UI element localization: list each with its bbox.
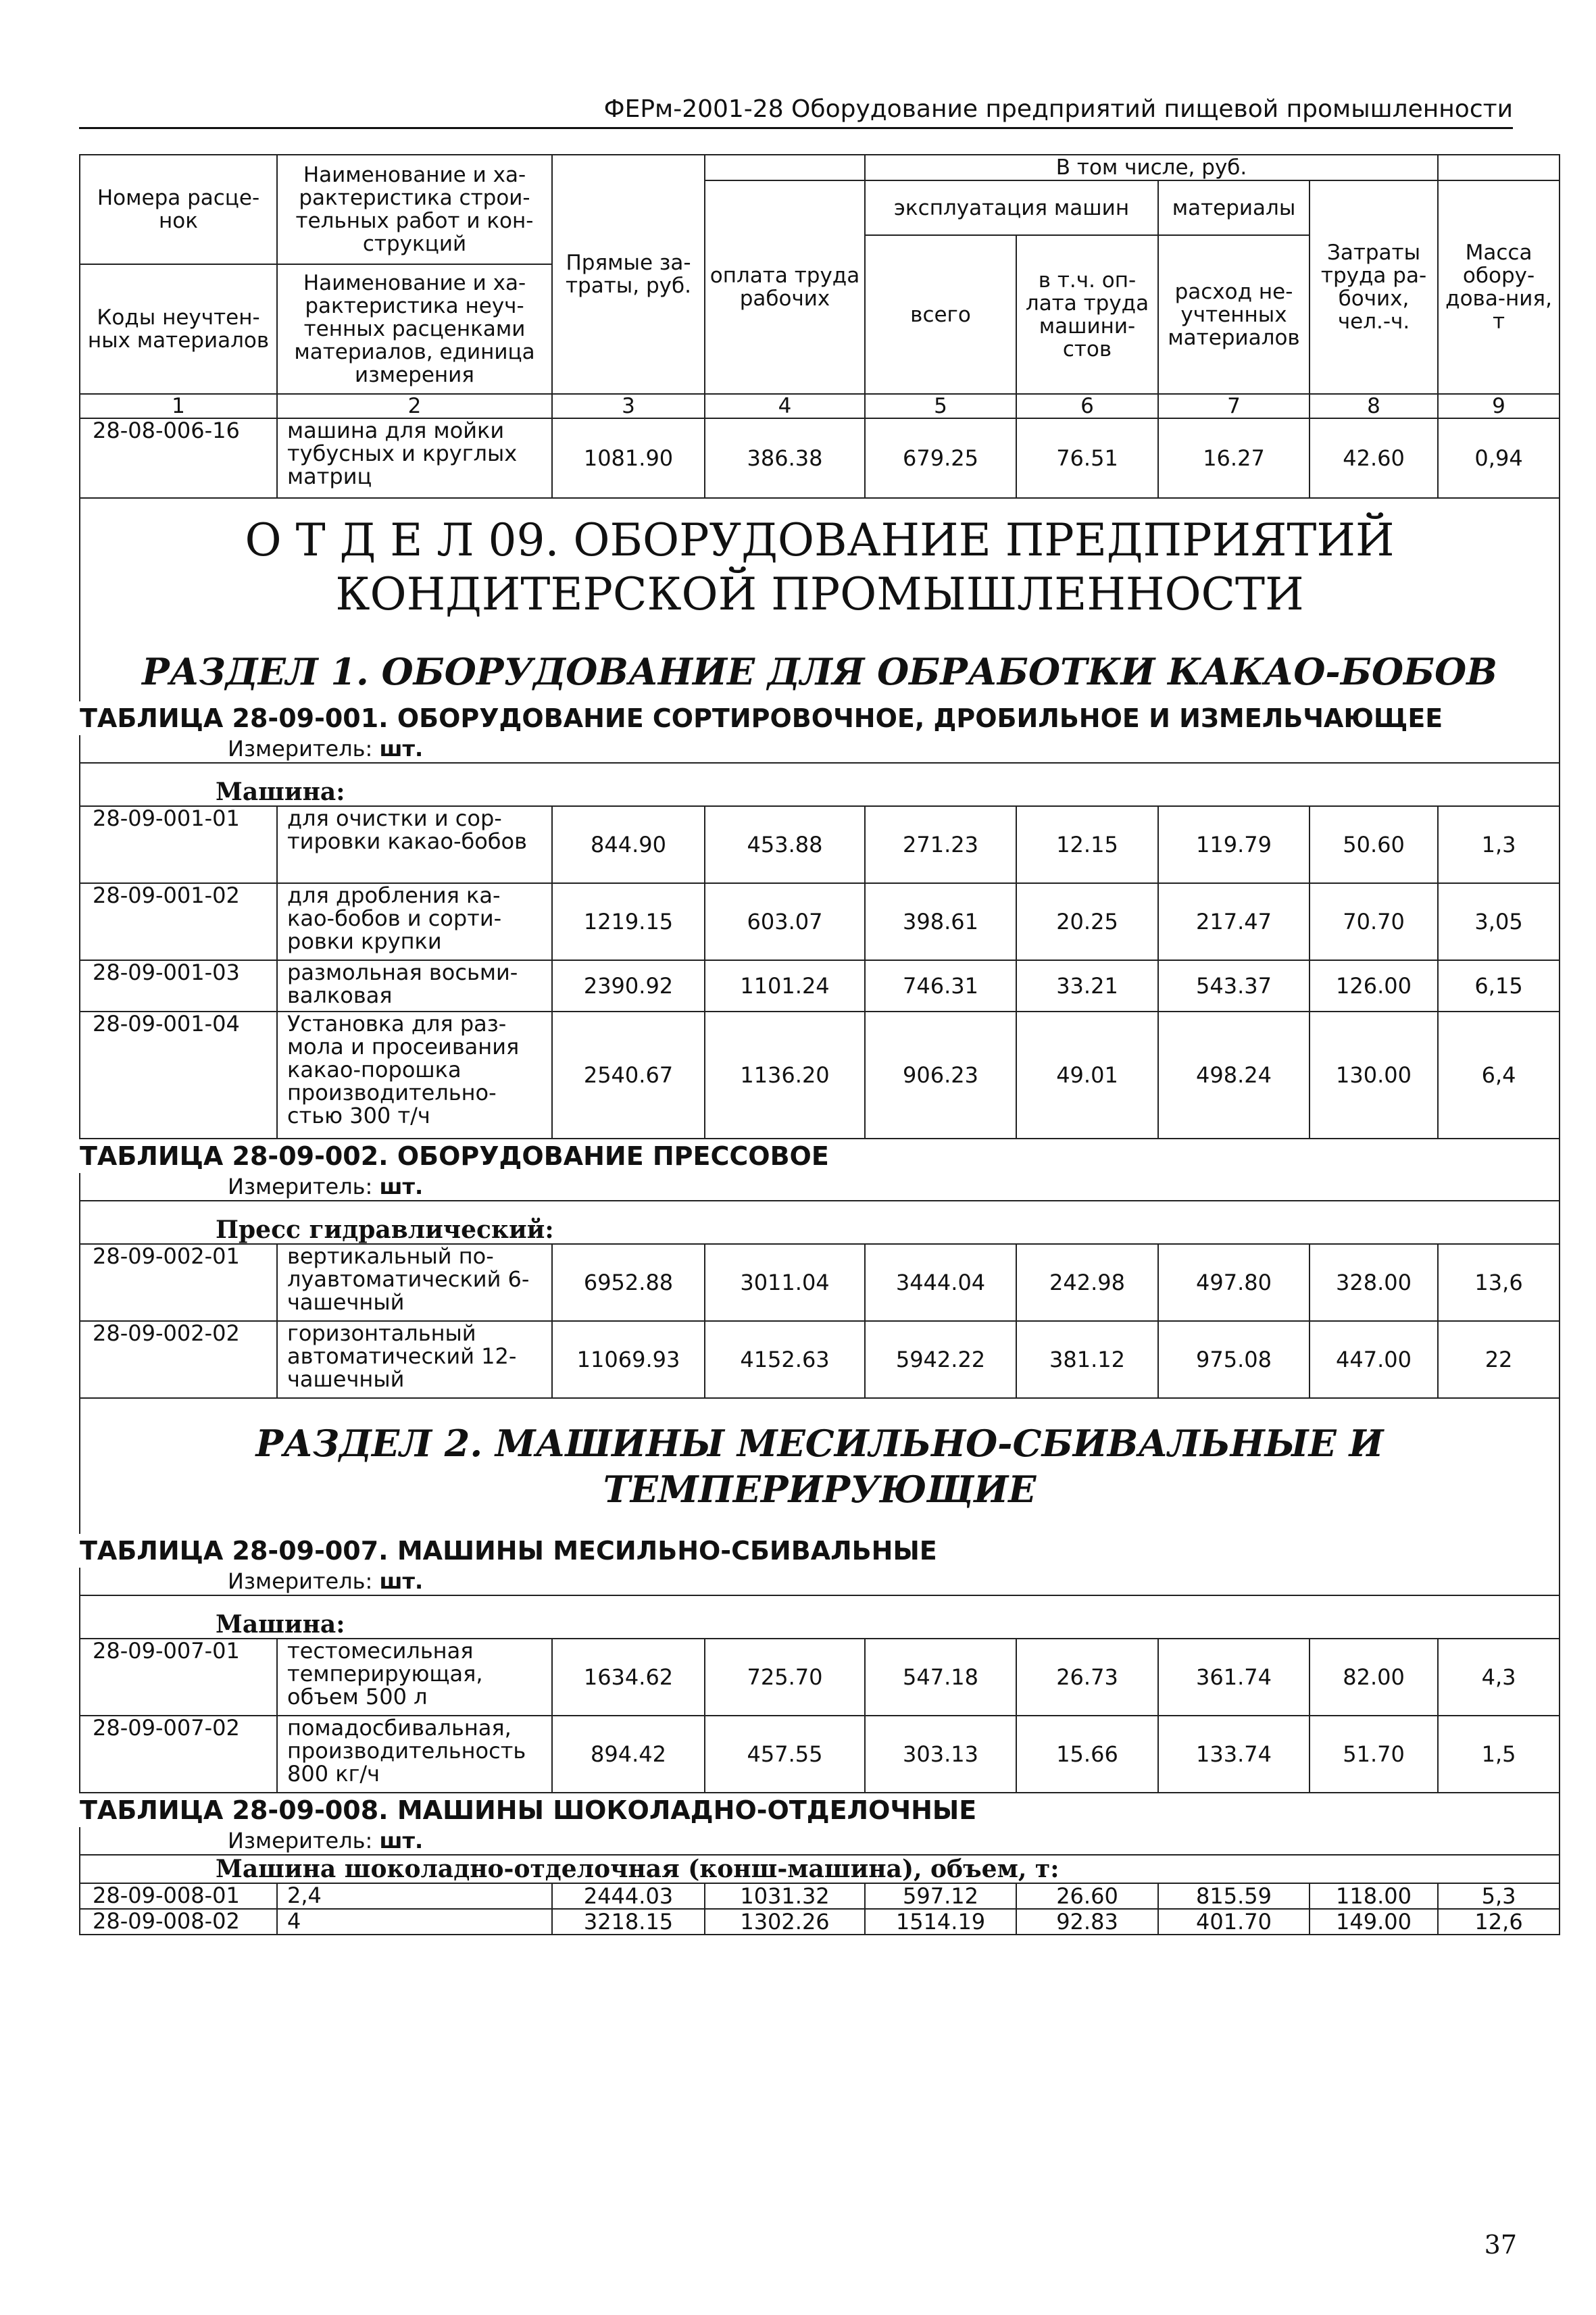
head-rate-numbers: Номера расце-нок — [80, 155, 277, 264]
direct-costs: 1081.90 — [552, 418, 705, 498]
machines-total: 303.13 — [865, 1716, 1016, 1793]
measure-value: шт. — [379, 736, 424, 762]
equipment-mass: 5,3 — [1438, 1883, 1560, 1909]
equipment-mass: 1,5 — [1438, 1716, 1560, 1793]
head-labor-costs: Затраты труда ра-бочих, чел.-ч. — [1310, 180, 1438, 394]
measure-label: Измеритель: — [228, 1828, 373, 1853]
machinist-pay: 26.60 — [1016, 1883, 1158, 1909]
labor-costs: 328.00 — [1310, 1244, 1438, 1321]
head-including: В том числе, руб. — [865, 155, 1438, 180]
head-materials: материалы — [1158, 180, 1310, 235]
table-row — [80, 1883, 1560, 1909]
table-28-09-002 — [80, 1139, 1560, 1398]
machinist-pay: 26.73 — [1016, 1639, 1158, 1716]
direct-costs: 894.42 — [552, 1716, 705, 1793]
group-row — [80, 763, 1560, 806]
column-numbers-row — [80, 394, 1560, 418]
table-28-09-008 — [80, 1793, 1560, 1935]
head-material-name: Наименование и ха-рактеристика неуч-тенных расценками материалов, единица измерения — [277, 264, 552, 394]
machines-total: 746.31 — [865, 960, 1016, 1012]
equipment-mass: 0,94 — [1438, 418, 1560, 498]
equipment-mass: 4,3 — [1438, 1639, 1560, 1716]
measure-unit — [80, 1827, 1560, 1855]
direct-costs: 844.90 — [552, 806, 705, 883]
machinist-pay: 20.25 — [1016, 883, 1158, 960]
materials-cost: 401.70 — [1158, 1909, 1310, 1935]
measure-label: Измеритель: — [228, 1174, 373, 1199]
direct-costs: 2540.67 — [552, 1012, 705, 1139]
rate-code: 28-09-008-02 — [80, 1909, 277, 1935]
head-work-name: Наименование и ха-рактеристика строи-тельных работ и кон-струкций — [277, 155, 552, 264]
column-number: 2 — [277, 394, 552, 418]
rate-name: 4 — [277, 1909, 552, 1935]
table-row — [80, 883, 1560, 960]
group-title: Пресс гидравлический: — [80, 1201, 1560, 1244]
rate-name: горизонтальный автоматический 12-чашечный — [277, 1321, 552, 1398]
measure-row — [80, 735, 1560, 763]
worker-pay: 603.07 — [705, 883, 865, 960]
measure-unit — [80, 1173, 1560, 1201]
rate-name: для очистки и сор-тировки какао-бобов — [277, 806, 552, 883]
measure-value: шт. — [379, 1174, 424, 1199]
rate-code: 28-09-002-01 — [80, 1244, 277, 1321]
rate-code: 28-09-001-01 — [80, 806, 277, 883]
column-number: 8 — [1310, 394, 1438, 418]
machinist-pay: 92.83 — [1016, 1909, 1158, 1935]
machinist-pay: 15.66 — [1016, 1716, 1158, 1793]
rate-code: 28-09-007-02 — [80, 1716, 277, 1793]
worker-pay: 1101.24 — [705, 960, 865, 1012]
measure-label: Измеритель: — [228, 736, 373, 762]
column-number: 7 — [1158, 394, 1310, 418]
table-row — [80, 1321, 1560, 1398]
column-number: 6 — [1016, 394, 1158, 418]
machines-total: 679.25 — [865, 418, 1016, 498]
measure-label: Измеритель: — [228, 1568, 373, 1594]
worker-pay: 1031.32 — [705, 1883, 865, 1909]
machinist-pay: 49.01 — [1016, 1012, 1158, 1139]
materials-cost: 498.24 — [1158, 1012, 1310, 1139]
rate-code: 28-09-008-01 — [80, 1883, 277, 1909]
head-material-codes: Коды неучтен-ных материалов — [80, 264, 277, 394]
labor-costs: 447.00 — [1310, 1321, 1438, 1398]
labor-costs: 82.00 — [1310, 1639, 1438, 1716]
column-number: 1 — [80, 394, 277, 418]
group-title: Машина: — [80, 763, 1560, 806]
worker-pay: 725.70 — [705, 1639, 865, 1716]
materials-cost: 119.79 — [1158, 806, 1310, 883]
table-title: ТАБЛИЦА 28-09-007. МАШИНЫ МЕСИЛЬНО-СБИВАЛЬНЫЕ — [80, 1534, 1560, 1568]
materials-cost: 543.37 — [1158, 960, 1310, 1012]
equipment-mass: 6,4 — [1438, 1012, 1560, 1139]
head-equipment-mass: Масса обору-дова-ния, т — [1438, 180, 1560, 394]
group-row — [80, 1855, 1560, 1883]
rate-code: 28-09-001-02 — [80, 883, 277, 960]
labor-costs: 149.00 — [1310, 1909, 1438, 1935]
column-number: 5 — [865, 394, 1016, 418]
section-title: О Т Д Е Л 09. ОБОРУДОВАНИЕ ПРЕДПРИЯТИЙ КОНДИТЕРСКОЙ ПРОМЫШЛЕННОСТИ — [80, 498, 1560, 642]
head-worker-pay: оплата труда рабочих — [705, 180, 865, 394]
labor-costs: 126.00 — [1310, 960, 1438, 1012]
rate-code: 28-08-006-16 — [80, 418, 277, 498]
measure-row — [80, 1827, 1560, 1855]
labor-costs: 50.60 — [1310, 806, 1438, 883]
materials-cost: 217.47 — [1158, 883, 1310, 960]
table-row — [80, 960, 1560, 1012]
machines-total: 597.12 — [865, 1883, 1016, 1909]
labor-costs: 130.00 — [1310, 1012, 1438, 1139]
table-row — [80, 1716, 1560, 1793]
head-machines-total: всего — [865, 235, 1016, 394]
equipment-mass: 6,15 — [1438, 960, 1560, 1012]
table-title: ТАБЛИЦА 28-09-008. МАШИНЫ ШОКОЛАДНО-ОТДЕЛОЧНЫЕ — [80, 1793, 1560, 1827]
rate-name: тестомесильная темперирующая, объем 500 л — [277, 1639, 552, 1716]
machines-total: 271.23 — [865, 806, 1016, 883]
table-row — [80, 1244, 1560, 1321]
column-number: 3 — [552, 394, 705, 418]
rate-code: 28-09-001-04 — [80, 1012, 277, 1139]
measure-value: шт. — [379, 1568, 424, 1594]
table-row — [80, 806, 1560, 883]
machinist-pay: 76.51 — [1016, 418, 1158, 498]
labor-costs: 51.70 — [1310, 1716, 1438, 1793]
direct-costs: 2444.03 — [552, 1883, 705, 1909]
materials-cost: 133.74 — [1158, 1716, 1310, 1793]
rate-name: помадосбивальная, производительность 800 кг/ч — [277, 1716, 552, 1793]
table-title-row — [80, 1793, 1560, 1827]
table-row — [80, 418, 1560, 498]
machinist-pay: 381.12 — [1016, 1321, 1158, 1398]
rate-code: 28-09-007-01 — [80, 1639, 277, 1716]
measure-unit — [80, 735, 1560, 763]
table-row — [80, 1639, 1560, 1716]
machines-total: 1514.19 — [865, 1909, 1016, 1935]
rate-name: вертикальный по-луавтоматический 6-чашечный — [277, 1244, 552, 1321]
page-number: 37 — [1484, 2230, 1517, 2260]
worker-pay: 386.38 — [705, 418, 865, 498]
group-title: Машина: — [80, 1595, 1560, 1639]
direct-costs: 1219.15 — [552, 883, 705, 960]
measure-value: шт. — [379, 1828, 424, 1853]
rate-name: для дробления ка-као-бобов и сорти-ровки крупки — [277, 883, 552, 960]
direct-costs: 11069.93 — [552, 1321, 705, 1398]
machinist-pay: 12.15 — [1016, 806, 1158, 883]
machines-total: 906.23 — [865, 1012, 1016, 1139]
direct-costs: 3218.15 — [552, 1909, 705, 1935]
column-number: 4 — [705, 394, 865, 418]
rates-table — [79, 154, 1560, 1935]
measure-row — [80, 1568, 1560, 1595]
worker-pay: 453.88 — [705, 806, 865, 883]
table-row — [80, 1909, 1560, 1935]
equipment-mass: 1,3 — [1438, 806, 1560, 883]
table-title: ТАБЛИЦА 28-09-002. ОБОРУДОВАНИЕ ПРЕССОВОЕ — [80, 1139, 1560, 1173]
group-title: Машина шоколадно-отделочная (конш-машина), объем, т: — [80, 1855, 1560, 1883]
head-machine-operation: эксплуатация машин — [865, 180, 1158, 235]
column-number: 9 — [1438, 394, 1560, 418]
rates-document — [79, 154, 1552, 1935]
head-unaccounted-materials: расход не-учтенных материалов — [1158, 235, 1310, 394]
rate-name: 2,4 — [277, 1883, 552, 1909]
worker-pay: 457.55 — [705, 1716, 865, 1793]
rate-code: 28-09-001-03 — [80, 960, 277, 1012]
labor-costs: 70.70 — [1310, 883, 1438, 960]
measure-row — [80, 1173, 1560, 1201]
machinist-pay: 242.98 — [1016, 1244, 1158, 1321]
table-28-09-001 — [80, 701, 1560, 1139]
worker-pay: 4152.63 — [705, 1321, 865, 1398]
materials-cost: 975.08 — [1158, 1321, 1310, 1398]
labor-costs: 118.00 — [1310, 1883, 1438, 1909]
equipment-mass: 3,05 — [1438, 883, 1560, 960]
machines-total: 547.18 — [865, 1639, 1016, 1716]
worker-pay: 3011.04 — [705, 1244, 865, 1321]
table-row — [80, 1012, 1560, 1139]
rate-code: 28-09-002-02 — [80, 1321, 277, 1398]
page-header: ФЕРм-2001-28 Оборудование предприятий пищевой промышленности — [79, 93, 1513, 129]
direct-costs: 2390.92 — [552, 960, 705, 1012]
rate-name: Установка для раз-мола и просеивания какао-порошка производительно-стью 300 т/ч — [277, 1012, 552, 1139]
rate-name: размольная восьми-валковая — [277, 960, 552, 1012]
razdel-2-title: РАЗДЕЛ 2. МАШИНЫ МЕСИЛЬНО-СБИВАЛЬНЫЕ И ТЕМПЕРИРУЮЩИЕ — [80, 1398, 1560, 1534]
head-direct-costs: Прямые за-траты, руб. — [552, 155, 705, 394]
materials-cost: 497.80 — [1158, 1244, 1310, 1321]
machines-total: 3444.04 — [865, 1244, 1016, 1321]
equipment-mass: 22 — [1438, 1321, 1560, 1398]
materials-cost: 16.27 — [1158, 418, 1310, 498]
machines-total: 5942.22 — [865, 1321, 1016, 1398]
table-title-row — [80, 1534, 1560, 1568]
machinist-pay: 33.21 — [1016, 960, 1158, 1012]
table-title-row — [80, 701, 1560, 735]
direct-costs: 1634.62 — [552, 1639, 705, 1716]
measure-unit — [80, 1568, 1560, 1595]
materials-cost: 361.74 — [1158, 1639, 1310, 1716]
group-row — [80, 1201, 1560, 1244]
first-rows — [80, 418, 1560, 498]
table-title: ТАБЛИЦА 28-09-001. ОБОРУДОВАНИЕ СОРТИРОВОЧНОЕ, ДРОБИЛЬНОЕ И ИЗМЕЛЬЧАЮЩЕЕ — [80, 701, 1560, 735]
worker-pay: 1302.26 — [705, 1909, 865, 1935]
razdel-1-title: РАЗДЕЛ 1. ОБОРУДОВАНИЕ ДЛЯ ОБРАБОТКИ КАКАО-БОБОВ — [80, 642, 1560, 701]
table-28-09-007 — [80, 1534, 1560, 1793]
table-title-row — [80, 1139, 1560, 1173]
head-machinist-pay: в т.ч. оп-лата труда машини-стов — [1016, 235, 1158, 394]
rate-name: машина для мойки тубусных и круглых матриц — [277, 418, 552, 498]
group-row — [80, 1595, 1560, 1639]
worker-pay: 1136.20 — [705, 1012, 865, 1139]
equipment-mass: 12,6 — [1438, 1909, 1560, 1935]
labor-costs: 42.60 — [1310, 418, 1438, 498]
materials-cost: 815.59 — [1158, 1883, 1310, 1909]
equipment-mass: 13,6 — [1438, 1244, 1560, 1321]
machines-total: 398.61 — [865, 883, 1016, 960]
direct-costs: 6952.88 — [552, 1244, 705, 1321]
